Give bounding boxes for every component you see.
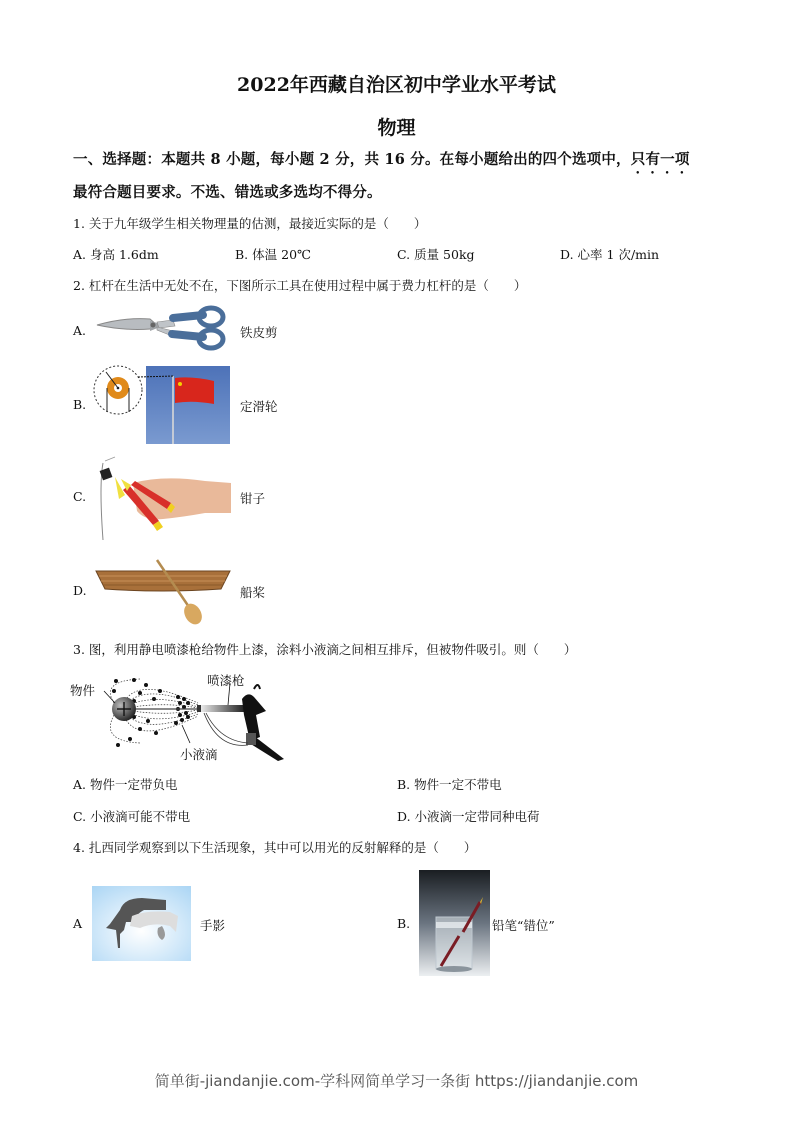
q2-option-d-text: 船桨 — [240, 585, 266, 600]
section-emphasis: 只有一项 — [630, 151, 690, 168]
exam-title: 2022年西藏自治区初中学业水平考试 — [237, 74, 556, 96]
q1-option-b[interactable] — [235, 245, 311, 263]
q3-option-b[interactable] — [397, 775, 502, 793]
tin-snips-image — [95, 303, 230, 353]
q4-option-a-text: 手影 — [200, 918, 226, 933]
option-text: 心率 1 次/min — [577, 247, 660, 262]
option-letter: C. — [73, 809, 87, 824]
flagpole-pulley-image — [92, 364, 232, 444]
question-2-stem: 2. 杠杆在生活中无处不在，下图所示工具在使用过程中属于费力杠杆的是（ ） — [73, 278, 527, 293]
spray-gun-figure — [70, 671, 300, 763]
hand-shadow-image — [92, 886, 191, 961]
footer-watermark: 简单街-jiandanjie.com-学科网简单学习一条街 https://jiandanjie.com — [154, 1072, 639, 1090]
q2-option-d-letter[interactable]: D. — [73, 583, 87, 598]
option-text: 质量 50kg — [414, 247, 475, 262]
option-letter: B. — [397, 777, 411, 792]
label-droplets: 小液滴 — [180, 747, 218, 762]
q4-option-b-letter[interactable]: B. — [397, 916, 411, 931]
q2-option-a-letter[interactable]: A. — [73, 323, 87, 338]
option-text: 身高 1.6dm — [90, 247, 159, 262]
option-letter: A. — [73, 777, 87, 792]
section-instructions — [73, 148, 690, 177]
option-text: 物件一定带负电 — [90, 777, 178, 792]
q4-option-a-letter[interactable]: A — [73, 916, 83, 931]
option-letter: A. — [73, 247, 87, 262]
q3-option-a[interactable] — [73, 775, 178, 793]
question-1-stem: 1. 关于九年级学生相关物理量的估测，最接近实际的是（ ） — [73, 216, 427, 231]
q3-option-c[interactable] — [73, 807, 190, 825]
question-4-stem: 4. 扎西同学观察到以下生活现象，其中可以用光的反射解释的是（ ） — [73, 840, 477, 855]
option-text: 体温 20℃ — [252, 247, 312, 262]
q2-option-b-letter[interactable]: B. — [73, 397, 87, 412]
option-text: 小液滴一定带同种电荷 — [414, 809, 540, 824]
option-letter: D. — [560, 247, 574, 262]
q2-option-c-text: 钳子 — [240, 491, 266, 506]
option-letter: B. — [235, 247, 249, 262]
q1-option-c[interactable] — [397, 245, 475, 263]
label-spray-gun: 喷漆枪 — [207, 673, 245, 688]
option-letter: D. — [397, 809, 411, 824]
section-line1: 一、选择题：本题共 8 小题，每小题 2 分，共 16 分。在每小题给出的四个选项中， — [73, 151, 631, 168]
pliers-in-hand-image — [93, 455, 233, 545]
section-line2: 最符合题目要求。不选、错选或多选均不得分。 — [73, 184, 382, 201]
option-text: 小液滴可能不带电 — [90, 809, 191, 824]
option-letter: C. — [397, 247, 411, 262]
q2-option-a-text: 铁皮剪 — [240, 325, 278, 340]
q4-option-b-text: 铅笔“错位” — [492, 918, 555, 933]
question-3-stem: 3. 图，利用静电喷漆枪给物件上漆，涂料小液滴之间相互排斥，但被物件吸引。则（ ） — [73, 642, 577, 657]
q2-option-b-text: 定滑轮 — [240, 399, 278, 414]
label-object: 物件 — [70, 683, 96, 698]
boat-with-oar-image — [93, 557, 233, 627]
q1-option-a[interactable] — [73, 245, 159, 263]
q3-option-d[interactable] — [397, 807, 540, 825]
q1-option-d[interactable] — [560, 245, 659, 263]
subject-title: 物理 — [377, 117, 416, 139]
q2-option-c-letter[interactable]: C. — [73, 489, 87, 504]
pencil-in-water-image — [419, 870, 490, 976]
option-text: 物件一定不带电 — [414, 777, 502, 792]
